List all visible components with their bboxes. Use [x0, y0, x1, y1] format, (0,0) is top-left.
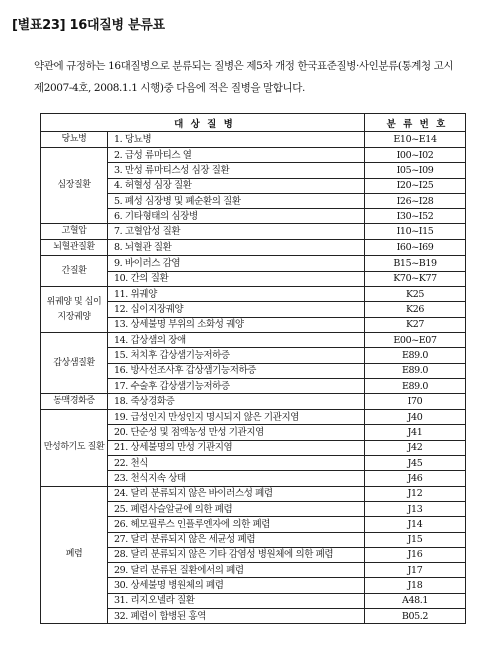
disease-cell: 30. 상세불명 병원체의 폐렴 — [108, 578, 365, 593]
table-row — [41, 132, 466, 148]
table-row — [41, 486, 466, 501]
disease-cell: 4. 허혈성 심장 질환 — [108, 178, 365, 193]
table-row — [41, 240, 466, 256]
code-cell: J16 — [365, 547, 466, 562]
category-cell: 만성하기도 질환 — [41, 410, 108, 486]
code-cell: I26~I28 — [365, 193, 466, 208]
disease-cell: 6. 기타형태의 심장병 — [108, 209, 365, 224]
code-cell: K27 — [365, 317, 466, 332]
disease-cell: 22. 천식 — [108, 456, 365, 471]
table-body — [41, 132, 466, 624]
code-cell: I20~I25 — [365, 178, 466, 193]
table-row — [41, 410, 466, 425]
disease-cell: 25. 폐렴사슬알균에 의한 폐렴 — [108, 501, 365, 516]
disease-cell: 28. 달리 분류되지 않은 기타 감염성 병원체에 의한 폐렴 — [108, 547, 365, 562]
code-cell: J40 — [365, 410, 466, 425]
disease-classification-table — [40, 113, 466, 624]
intro-line: 제2007-4호, 2008.1.1 시행)중 다음에 적은 질병을 말합니다. — [34, 82, 305, 94]
code-cell: B05.2 — [365, 609, 466, 624]
disease-cell: 29. 달리 분류된 질환에서의 폐렴 — [108, 563, 365, 578]
category-cell: 당뇨병 — [41, 132, 108, 148]
code-cell: E89.0 — [365, 363, 466, 378]
disease-cell: 2. 급성 류마티스 열 — [108, 148, 365, 163]
code-cell: I05~I09 — [365, 163, 466, 178]
category-cell: 동맥경화증 — [41, 394, 108, 410]
disease-cell: 13. 상세불명 부위의 소화성 궤양 — [108, 317, 365, 332]
code-cell: J14 — [365, 517, 466, 532]
code-cell: J13 — [365, 501, 466, 516]
code-cell: I70 — [365, 394, 466, 410]
category-cell: 폐렴 — [41, 486, 108, 624]
code-cell: B15~B19 — [365, 256, 466, 271]
disease-cell: 21. 상세불명의 만성 기관지염 — [108, 440, 365, 455]
disease-cell: 26. 헤모필루스 인플루엔자에 의한 폐렴 — [108, 517, 365, 532]
table-row — [41, 394, 466, 410]
disease-cell: 9. 바이러스 감염 — [108, 256, 365, 271]
code-cell: J12 — [365, 486, 466, 501]
disease-cell: 5. 폐성 심장병 및 폐순환의 질환 — [108, 193, 365, 208]
code-cell: K25 — [365, 287, 466, 302]
disease-cell: 17. 수술후 갑상샘기능저하증 — [108, 378, 365, 393]
disease-cell: 14. 갑상샘의 장애 — [108, 332, 365, 347]
code-cell: I10~I15 — [365, 224, 466, 240]
table-row — [41, 332, 466, 347]
intro-paragraph — [34, 55, 474, 99]
code-cell: J17 — [365, 563, 466, 578]
code-cell: J45 — [365, 456, 466, 471]
disease-cell: 11. 위궤양 — [108, 287, 365, 302]
disease-cell: 19. 급성인지 만성인지 명시되지 않은 기관지염 — [108, 410, 365, 425]
header-target-disease: 대 상 질 병 — [41, 114, 365, 132]
code-cell: J18 — [365, 578, 466, 593]
disease-cell: 8. 뇌혈관 질환 — [108, 240, 365, 256]
disease-cell: 18. 죽상경화증 — [108, 394, 365, 410]
code-cell: I00~I02 — [365, 148, 466, 163]
code-cell: J15 — [365, 532, 466, 547]
document-title: [별표23] 16대질병 분류표 — [12, 18, 165, 33]
category-cell: 심장질환 — [41, 148, 108, 224]
category-cell: 간질환 — [41, 256, 108, 287]
disease-cell: 32. 폐렴이 합병된 홍역 — [108, 609, 365, 624]
table-row — [41, 224, 466, 240]
table-row — [41, 287, 466, 302]
table-header-row — [41, 114, 466, 132]
code-cell: I60~I69 — [365, 240, 466, 256]
disease-cell: 12. 십이지장궤양 — [108, 302, 365, 317]
disease-cell: 16. 방사선조사후 갑상샘기능저하증 — [108, 363, 365, 378]
code-cell: J46 — [365, 471, 466, 486]
disease-cell: 20. 단순성 및 점액농성 만성 기관지염 — [108, 425, 365, 440]
disease-cell: 7. 고혈압성 질환 — [108, 224, 365, 240]
code-cell: K26 — [365, 302, 466, 317]
category-cell: 뇌혈관질환 — [41, 240, 108, 256]
code-cell: I30~I52 — [365, 209, 466, 224]
intro-line: 약관에 규정하는 16대질병으로 분류되는 질병은 제5차 개정 한국표준질병·사인분류(통계청 고시 — [34, 60, 454, 72]
category-cell: 고혈압 — [41, 224, 108, 240]
header-classification-code: 분 류 번 호 — [365, 114, 466, 132]
table-row — [41, 148, 466, 163]
disease-cell: 10. 간의 질환 — [108, 271, 365, 286]
code-cell: E00~E07 — [365, 332, 466, 347]
code-cell: E89.0 — [365, 348, 466, 363]
disease-cell: 31. 리지오넬라 질환 — [108, 593, 365, 608]
disease-cell: 24. 달리 분류되지 않은 바이러스성 폐렴 — [108, 486, 365, 501]
table-row — [41, 256, 466, 271]
code-cell: A48.1 — [365, 593, 466, 608]
disease-cell: 15. 처치후 갑상샘기능저하증 — [108, 348, 365, 363]
code-cell: E89.0 — [365, 378, 466, 393]
category-cell: 위궤양 및 십이지장궤양 — [41, 287, 108, 333]
disease-cell: 1. 당뇨병 — [108, 132, 365, 148]
disease-cell: 27. 달리 분류되지 않은 세균성 폐렴 — [108, 532, 365, 547]
category-cell: 갑상샘질환 — [41, 332, 108, 393]
disease-cell: 23. 천식지속 상태 — [108, 471, 365, 486]
code-cell: K70~K77 — [365, 271, 466, 286]
disease-cell: 3. 만성 류마티스성 심장 질환 — [108, 163, 365, 178]
code-cell: E10~E14 — [365, 132, 466, 148]
code-cell: J42 — [365, 440, 466, 455]
code-cell: J41 — [365, 425, 466, 440]
